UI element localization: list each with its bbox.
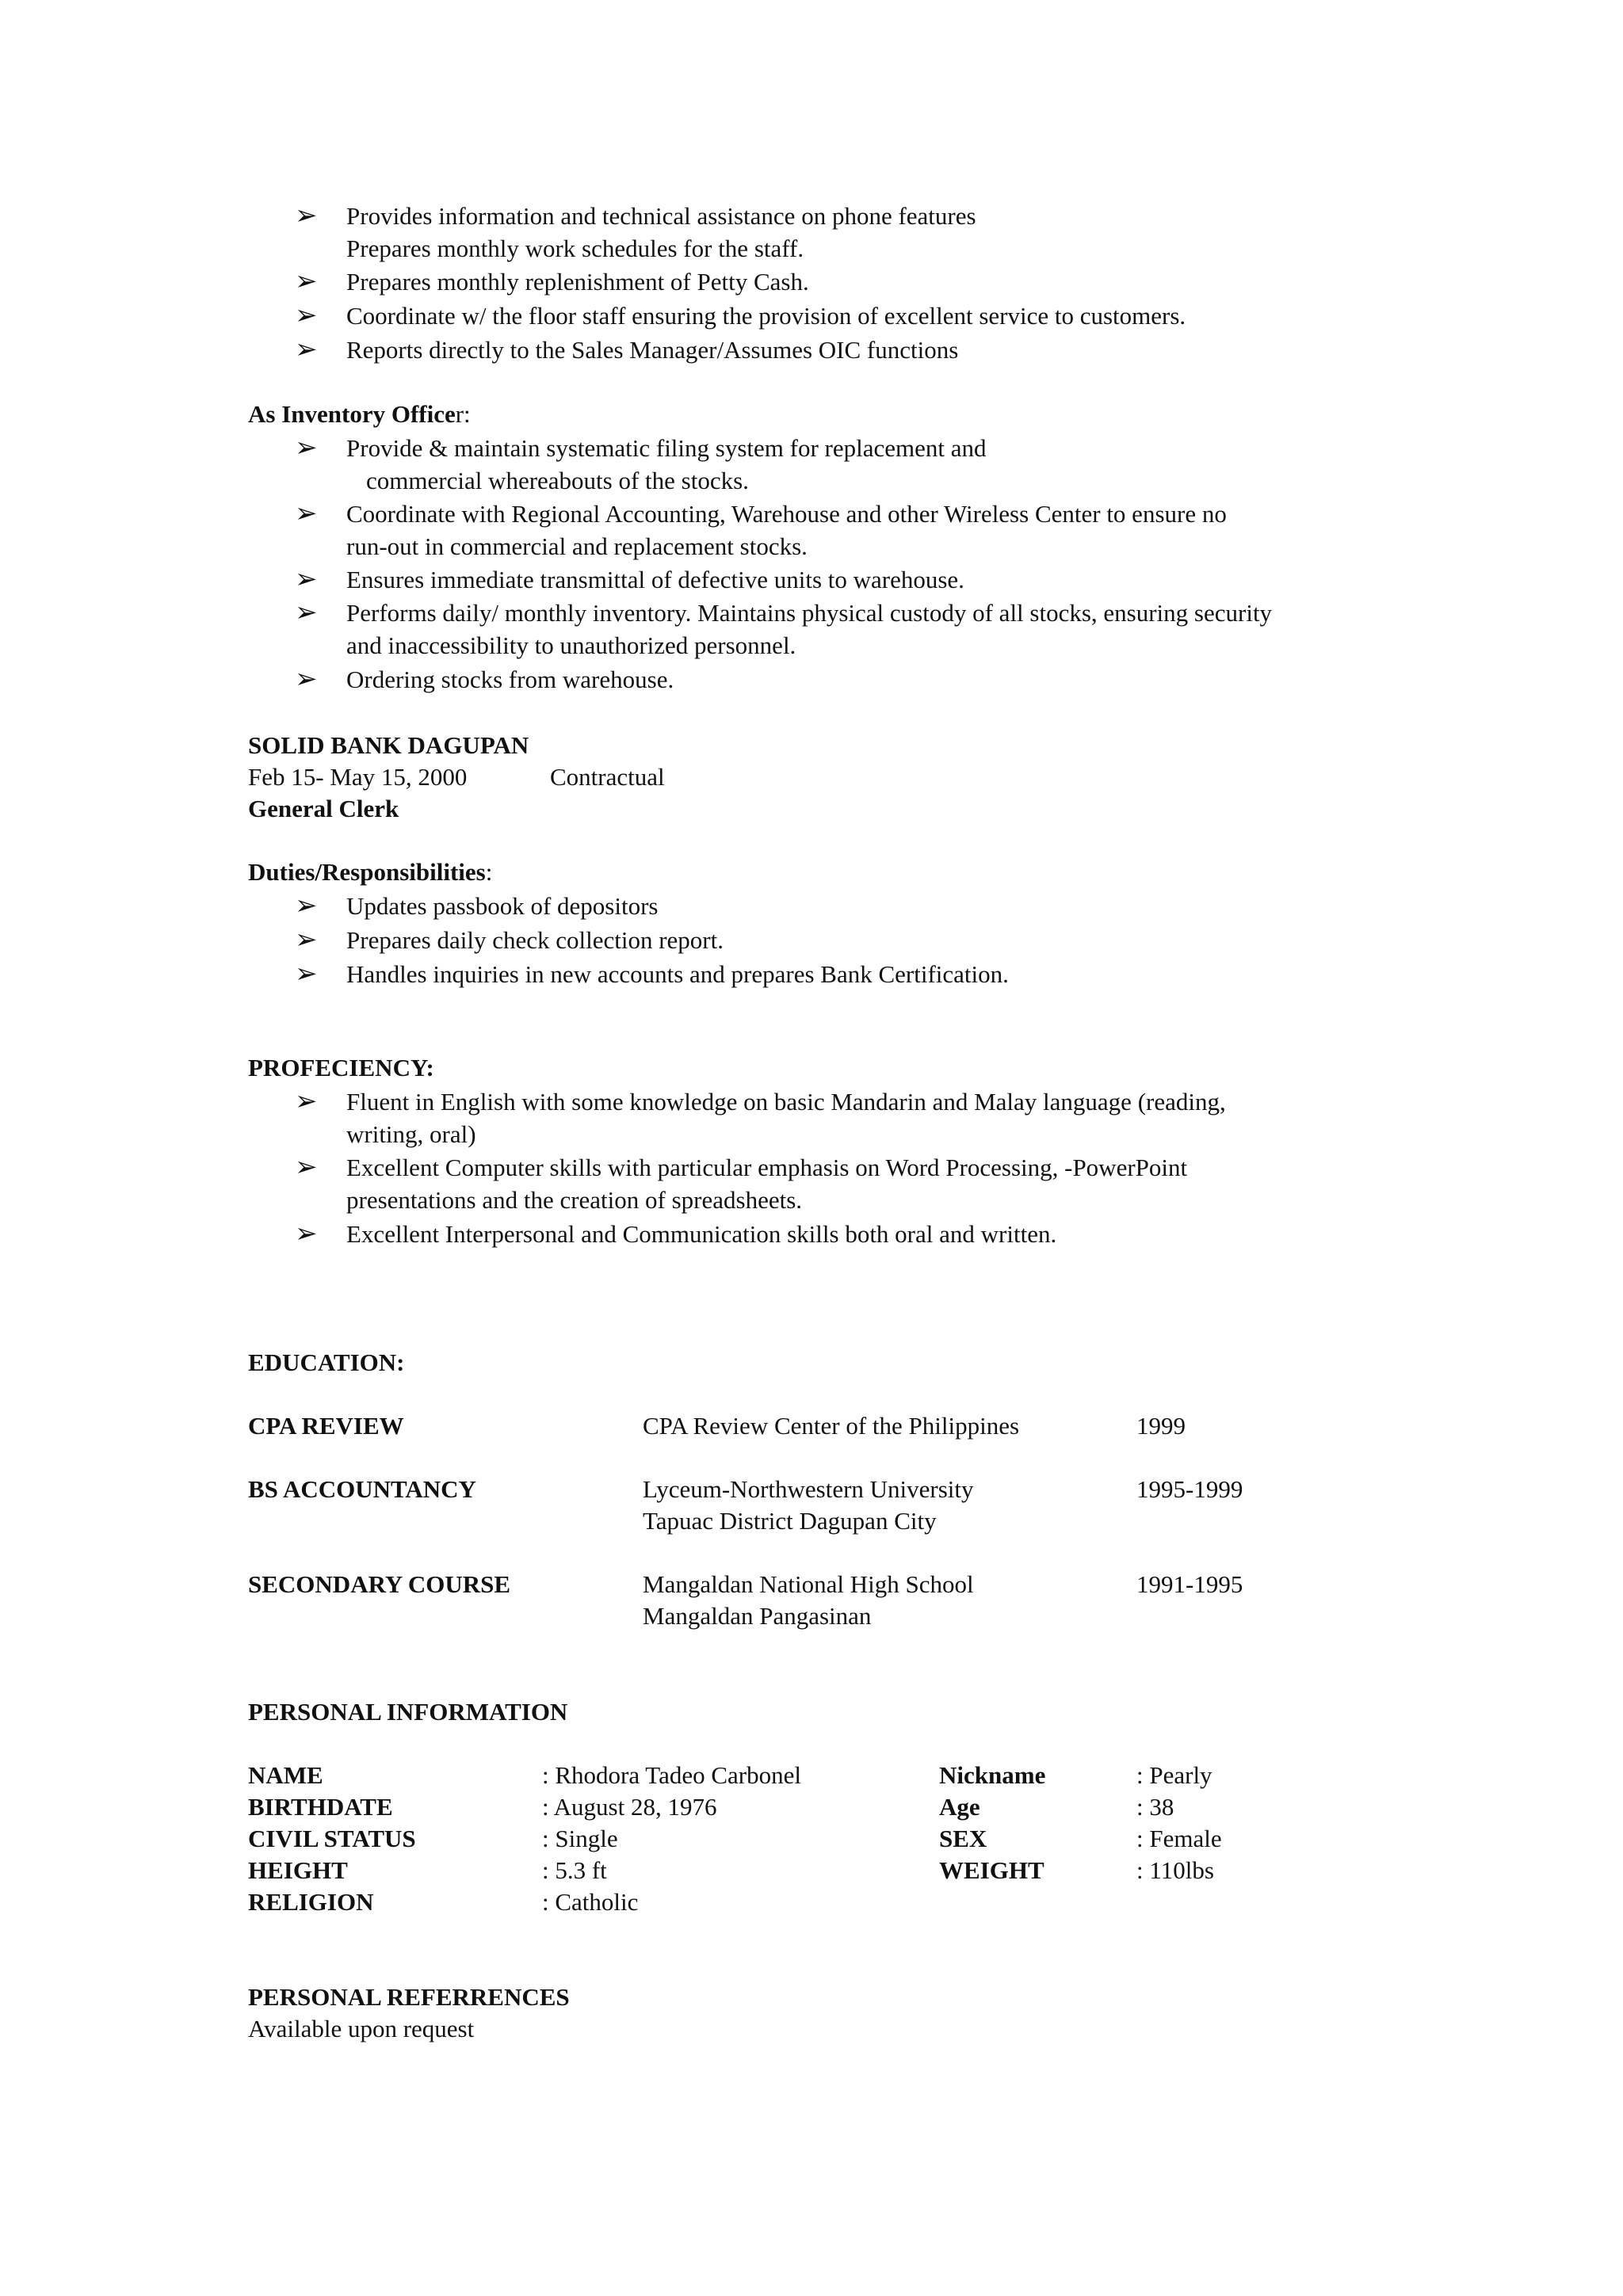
info-label: HEIGHT: [248, 1856, 348, 1884]
inventory-heading-bold: As Inventory Office: [248, 400, 456, 428]
list-item: Coordinate w/ the floor staff ensuring the provision of excellent service to customers.: [346, 302, 1186, 330]
list-item: Updates passbook of depositors: [346, 892, 659, 920]
company-name: SOLID BANK DAGUPAN: [248, 731, 529, 759]
education-years: 1999: [1136, 1412, 1186, 1440]
list-item: Handles inquiries in new accounts and prepares Bank Certification.: [346, 960, 1009, 988]
bullet-arrow-icon: ➢: [295, 201, 318, 231]
list-item: Coordinate with Regional Accounting, Warehouse and other Wireless Center to ensure no: [346, 500, 1227, 528]
list-item-continuation: presentations and the creation of spreadsheets.: [346, 1186, 803, 1214]
list-item: Ordering stocks from warehouse.: [346, 666, 674, 693]
employment-type: Contractual: [550, 763, 665, 791]
info-label: Age: [939, 1793, 980, 1821]
education-years: 1991-1995: [1136, 1570, 1243, 1598]
inventory-heading: [248, 402, 471, 426]
info-value: : 38: [1136, 1793, 1174, 1821]
info-label: NAME: [248, 1761, 323, 1789]
info-value: : Female: [1136, 1825, 1222, 1852]
bullet-arrow-icon: ➢: [295, 565, 318, 594]
list-item: Fluent in English with some knowledge on basic Mandarin and Malay language (reading,: [346, 1088, 1226, 1116]
info-label: BIRTHDATE: [248, 1793, 393, 1821]
job-position: General Clerk: [248, 795, 399, 822]
bullet-arrow-icon: ➢: [295, 1219, 318, 1249]
bullet-arrow-icon: ➢: [295, 959, 318, 989]
list-item: Prepares daily check collection report.: [346, 926, 724, 954]
list-item-continuation: writing, oral): [346, 1120, 476, 1148]
info-value: : 5.3 ft: [542, 1856, 607, 1884]
list-item: Excellent Computer skills with particular emphasis on Word Processing, -PowerPoint: [346, 1154, 1188, 1181]
list-item: Provides information and technical assistance on phone features: [346, 202, 976, 230]
education-course: SECONDARY COURSE: [248, 1570, 511, 1598]
list-item: Excellent Interpersonal and Communication skills both oral and written.: [346, 1220, 1057, 1248]
bullet-arrow-icon: ➢: [295, 925, 318, 955]
proficiency-heading: PROFECIENCY:: [248, 1054, 434, 1081]
info-label: RELIGION: [248, 1888, 374, 1916]
education-course: CPA REVIEW: [248, 1412, 404, 1440]
references-heading: PERSONAL REFERRENCES: [248, 1983, 570, 2011]
duties-heading: [248, 860, 492, 884]
duties-heading-bold: Duties/Responsibilities: [248, 858, 486, 886]
info-label: WEIGHT: [939, 1856, 1044, 1884]
education-course: BS ACCOUNTANCY: [248, 1475, 476, 1503]
employment-dates: Feb 15- May 15, 2000: [248, 763, 468, 791]
bullet-arrow-icon: ➢: [295, 1153, 318, 1182]
list-item-continuation: commercial whereabouts of the stocks.: [366, 467, 749, 494]
education-school-location: Tapuac District Dagupan City: [643, 1507, 937, 1535]
info-label: SEX: [939, 1825, 987, 1852]
bullet-arrow-icon: ➢: [295, 598, 318, 627]
list-item: Reports directly to the Sales Manager/Assumes OIC functions: [346, 336, 959, 364]
education-school-location: Mangaldan Pangasinan: [643, 1602, 872, 1630]
education-school: CPA Review Center of the Philippines: [643, 1412, 1020, 1440]
list-item-continuation: and inaccessibility to unauthorized personnel.: [346, 631, 796, 659]
education-school: Lyceum-Northwestern University: [643, 1475, 974, 1503]
education-heading: EDUCATION:: [248, 1348, 405, 1376]
list-item: Prepares monthly replenishment of Petty Cash.: [346, 268, 809, 296]
education-school: Mangaldan National High School: [643, 1570, 974, 1598]
bullet-arrow-icon: ➢: [295, 665, 318, 694]
list-item: Ensures immediate transmittal of defective units to warehouse.: [346, 566, 964, 593]
info-value: : Single: [542, 1825, 618, 1852]
list-item-continuation: Prepares monthly work schedules for the staff.: [346, 235, 804, 262]
info-label: Nickname: [939, 1761, 1046, 1789]
references-text: Available upon request: [248, 2015, 475, 2042]
personal-info-heading: PERSONAL INFORMATION: [248, 1698, 568, 1726]
info-value: : Catholic: [542, 1888, 639, 1916]
list-item: Performs daily/ monthly inventory. Maintains physical custody of all stocks, ensuring security: [346, 599, 1273, 627]
bullet-arrow-icon: ➢: [295, 267, 318, 296]
bullet-arrow-icon: ➢: [295, 433, 318, 463]
bullet-arrow-icon: ➢: [295, 1087, 318, 1116]
info-value: : August 28, 1976: [542, 1793, 717, 1821]
bullet-arrow-icon: ➢: [295, 301, 318, 330]
info-value: : Rhodora Tadeo Carbonel: [542, 1761, 801, 1789]
bullet-arrow-icon: ➢: [295, 335, 318, 364]
list-item: Provide & maintain systematic filing system for replacement and: [346, 434, 987, 462]
inventory-heading-tail: r:: [455, 400, 471, 428]
info-value: : Pearly: [1136, 1761, 1212, 1789]
info-label: CIVIL STATUS: [248, 1825, 416, 1852]
duties-heading-colon: :: [485, 858, 493, 886]
education-years: 1995-1999: [1136, 1475, 1243, 1503]
info-value: : 110lbs: [1136, 1856, 1214, 1884]
list-item-continuation: run-out in commercial and replacement stocks.: [346, 532, 808, 560]
bullet-arrow-icon: ➢: [295, 499, 318, 528]
bullet-arrow-icon: ➢: [295, 891, 318, 921]
